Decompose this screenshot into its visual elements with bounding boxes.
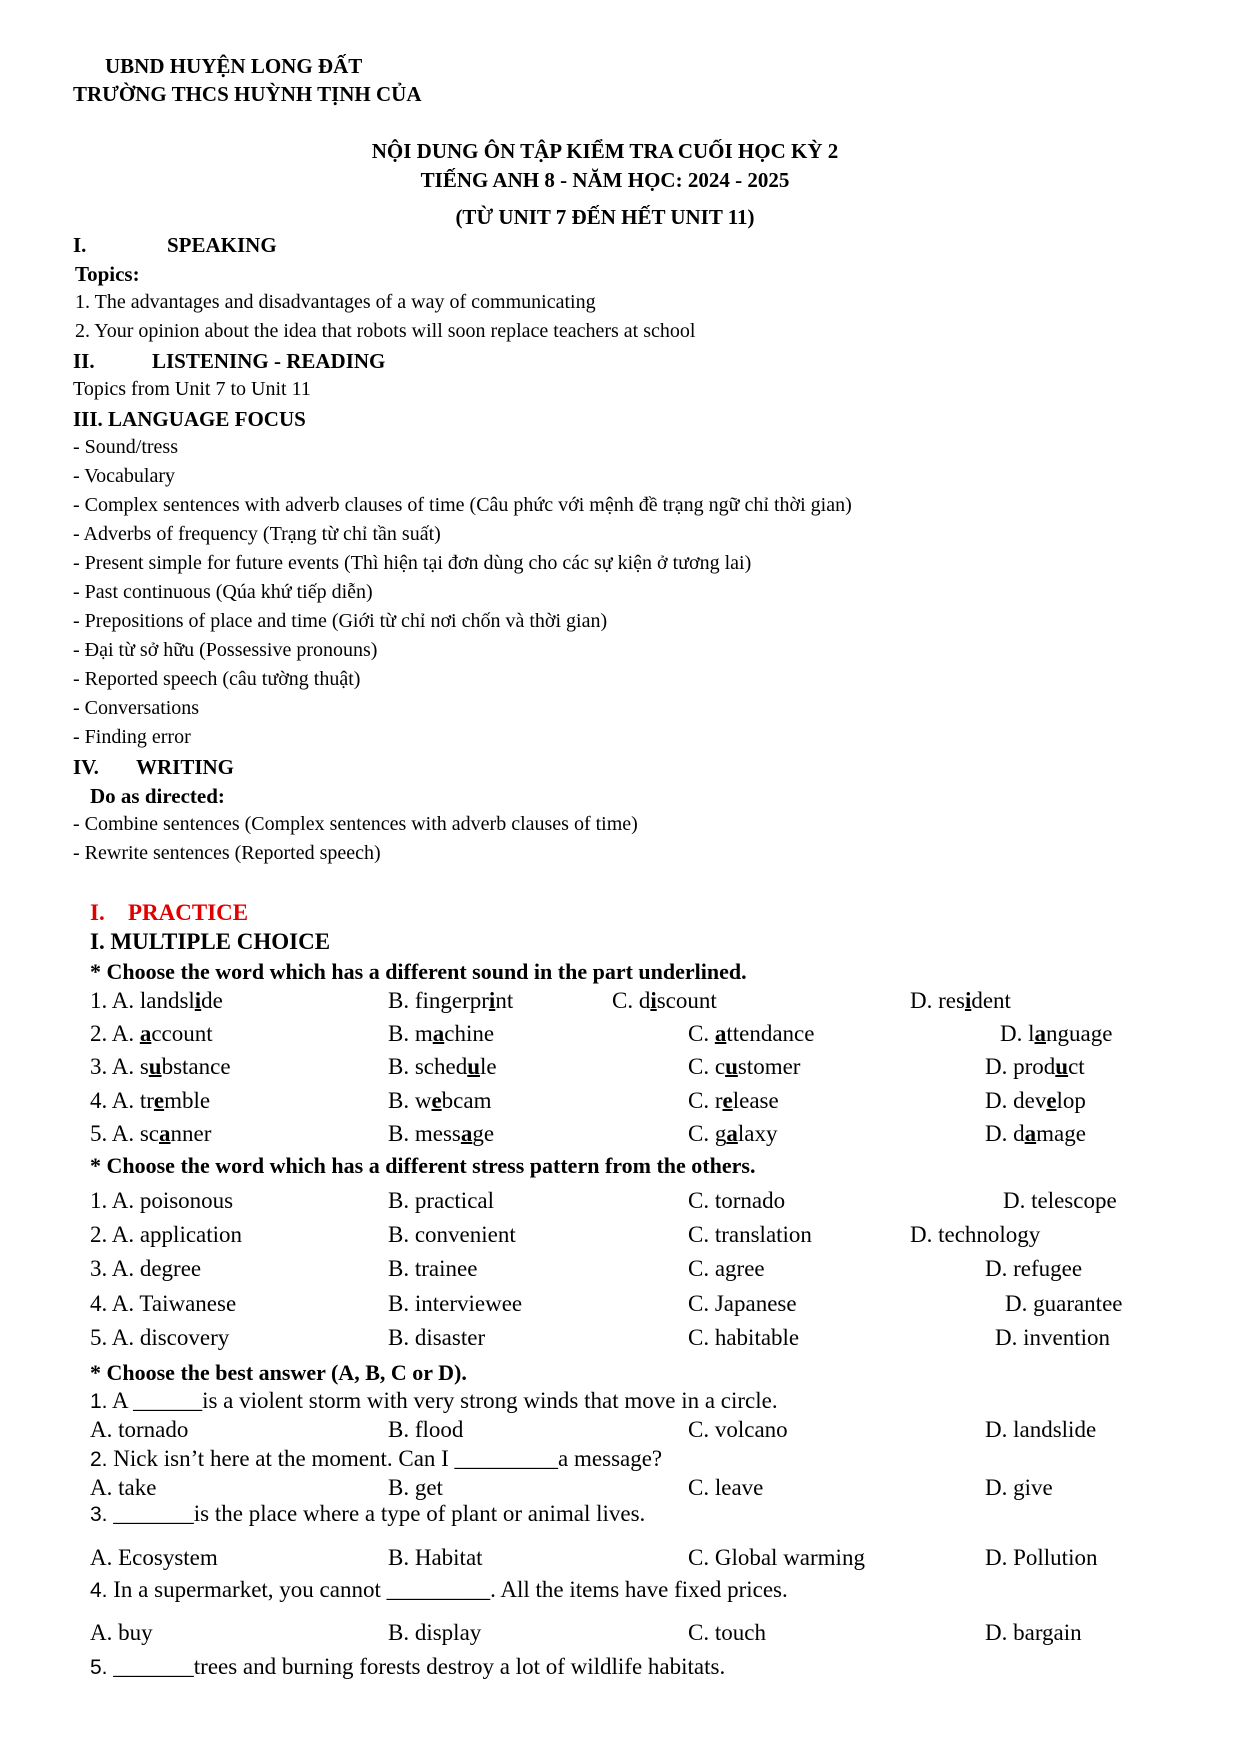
sound-option: D. language: [1000, 1021, 1113, 1046]
question-stem: _______trees and burning forests destroy a lot of wildlife habitats.: [107, 1654, 726, 1679]
answer-option: A. buy: [90, 1620, 153, 1645]
underlined-letter: e: [1046, 1088, 1057, 1113]
stress-option: B. disaster: [388, 1325, 486, 1350]
stress-instruction: * Choose the word which has a different stress pattern from the others.: [90, 1153, 756, 1178]
answer-option: B. Habitat: [388, 1545, 483, 1570]
underlined-letter: a: [432, 1021, 445, 1046]
question-number: 1.: [90, 1390, 108, 1413]
sound-option: 2. A. account: [90, 1021, 213, 1046]
listening-topics: Topics from Unit 7 to Unit 11: [73, 378, 311, 400]
section-speaking-num: I.: [73, 233, 87, 257]
sound-option: B. message: [388, 1121, 495, 1146]
underlined-letter: e: [153, 1088, 165, 1113]
stress-option: B. practical: [388, 1188, 495, 1213]
language-focus-item: - Đại từ sở hữu (Possessive pronouns): [73, 639, 378, 661]
section-writing-num: IV.: [73, 755, 99, 779]
underlined-letter: a: [1024, 1121, 1037, 1146]
question-stem: _______is the place where a type of plant or animal lives.: [107, 1501, 646, 1526]
stress-option: 5. A. discovery: [90, 1325, 230, 1350]
language-focus-item: - Finding error: [73, 726, 191, 748]
sound-instruction: * Choose the word which has a different sound in the part underlined.: [90, 959, 747, 984]
underlined-letter: u: [148, 1054, 162, 1079]
stress-option: C. tornado: [688, 1188, 786, 1213]
sound-option: B. fingerprint: [388, 988, 514, 1013]
stress-option: B. interviewee: [388, 1291, 523, 1316]
underlined-letter: a: [139, 1021, 152, 1046]
section-listening-num: II.: [73, 349, 95, 373]
question-text: [90, 1501, 645, 1527]
answer-option: C. volcano: [688, 1417, 788, 1442]
doc-subtitle: TIẾNG ANH 8 - NĂM HỌC: 2024 - 2025: [420, 168, 790, 192]
language-focus-item: - Complex sentences with adverb clauses of time (Câu phức với mệnh đề trạng ngữ chỉ thời gian): [73, 494, 852, 516]
answer-option: C. touch: [688, 1620, 766, 1645]
doc-scope: (TỪ UNIT 7 ĐẾN HẾT UNIT 11): [455, 205, 755, 229]
stress-option: 1. A. poisonous: [90, 1188, 234, 1213]
question-number: 2.: [90, 1448, 108, 1471]
answer-option: A. tornado: [90, 1417, 189, 1442]
underlined-letter: a: [726, 1121, 738, 1146]
underlined-letter: a: [714, 1021, 727, 1046]
topic-item: 1. The advantages and disadvantages of a way of communicating: [75, 291, 596, 313]
sound-option: 5. A. scanner: [90, 1121, 212, 1146]
answer-option: A. take: [90, 1475, 157, 1500]
language-focus-item: - Present simple for future events (Thì hiện tại đơn dùng cho các sự kiện ở tương lai): [73, 552, 752, 574]
practice-title: PRACTICE: [128, 900, 249, 925]
question-text: [90, 1446, 662, 1472]
underlined-letter: i: [964, 988, 972, 1013]
language-focus-item: - Reported speech (câu tường thuật): [73, 668, 361, 690]
question-stem: A ______is a violent storm with very strong winds that move in a circle.: [107, 1388, 778, 1413]
sound-option: B. schedule: [388, 1054, 497, 1079]
answer-option: D. bargain: [985, 1620, 1082, 1645]
language-focus-item: - Adverbs of frequency (Trạng từ chỉ tần suất): [73, 523, 441, 545]
underlined-letter: u: [467, 1054, 481, 1079]
writing-instruction: Do as directed:: [90, 784, 225, 808]
answer-option: D. give: [985, 1475, 1053, 1500]
question-stem: Nick isn’t here at the moment. Can I _________a message?: [107, 1446, 663, 1471]
doc-title: NỘI DUNG ÔN TẬP KIỂM TRA CUỐI HỌC KỲ 2: [371, 139, 839, 163]
language-focus-item: - Prepositions of place and time (Giới từ chỉ nơi chốn và thời gian): [73, 610, 608, 632]
underlined-letter: i: [194, 988, 202, 1013]
topic-item: 2. Your opinion about the idea that robots will soon replace teachers at school: [75, 320, 696, 342]
question-text: [90, 1577, 788, 1603]
question-text: [90, 1654, 725, 1680]
question-number: 5.: [90, 1656, 108, 1679]
stress-option: C. Japanese: [688, 1291, 797, 1316]
org-name: UBND HUYỆN LONG ĐẤT: [105, 54, 363, 78]
sound-option: D. resident: [910, 988, 1011, 1013]
answer-option: B. get: [388, 1475, 443, 1500]
underlined-letter: a: [460, 1121, 473, 1146]
best-answer-instruction: * Choose the best answer (A, B, C or D).: [90, 1360, 467, 1385]
sound-option: 3. A. substance: [90, 1054, 231, 1079]
sound-option: C. galaxy: [688, 1121, 778, 1146]
underlined-letter: u: [725, 1054, 738, 1079]
question-number: 4.: [90, 1579, 108, 1602]
stress-option: 4. A. Taiwanese: [90, 1291, 237, 1316]
section-language-title: III. LANGUAGE FOCUS: [73, 407, 306, 431]
answer-option: C. Global warming: [688, 1545, 865, 1570]
underlined-letter: e: [722, 1088, 733, 1113]
answer-option: C. leave: [688, 1475, 764, 1500]
stress-option: C. agree: [688, 1256, 765, 1281]
underlined-letter: i: [650, 988, 657, 1013]
writing-item: - Combine sentences (Complex sentences with adverb clauses of time): [73, 813, 638, 835]
sound-option: C. discount: [612, 988, 717, 1013]
topics-label: Topics:: [75, 262, 140, 286]
underlined-letter: i: [488, 988, 496, 1013]
stress-option: D. guarantee: [1005, 1291, 1123, 1316]
question-stem: In a supermarket, you cannot _________. All the items have fixed prices.: [107, 1577, 788, 1602]
stress-option: D. technology: [910, 1222, 1041, 1247]
stress-option: C. habitable: [688, 1325, 800, 1350]
sound-option: D. develop: [985, 1088, 1086, 1113]
language-focus-item: - Sound/tress: [73, 436, 178, 458]
answer-option: B. flood: [388, 1417, 464, 1442]
underlined-letter: a: [1034, 1021, 1046, 1046]
sound-option: C. customer: [688, 1054, 801, 1079]
section-listening-title: LISTENING - READING: [152, 349, 386, 373]
language-focus-item: - Conversations: [73, 697, 200, 719]
underlined-letter: a: [159, 1121, 171, 1146]
question-number: 3.: [90, 1503, 108, 1526]
sound-option: D. damage: [985, 1121, 1086, 1146]
stress-option: D. telescope: [1003, 1188, 1117, 1213]
question-text: [90, 1388, 778, 1414]
stress-option: B. convenient: [388, 1222, 516, 1247]
sound-option: B. webcam: [388, 1088, 492, 1113]
sound-option: C. release: [688, 1088, 779, 1113]
section-writing-title: WRITING: [136, 755, 235, 779]
underlined-letter: e: [431, 1088, 442, 1113]
answer-option: A. Ecosystem: [90, 1545, 218, 1570]
language-focus-item: - Past continuous (Qúa khứ tiếp diễn): [73, 581, 373, 603]
school-name: TRƯỜNG THCS HUỲNH TỊNH CỦA: [73, 82, 422, 106]
sound-option: C. attendance: [688, 1021, 815, 1046]
multiple-choice-title: I. MULTIPLE CHOICE: [90, 929, 331, 954]
stress-option: B. trainee: [388, 1256, 478, 1281]
sound-option: B. machine: [388, 1021, 495, 1046]
stress-option: D. refugee: [985, 1256, 1083, 1281]
practice-num: I.: [90, 900, 105, 925]
section-speaking-title: SPEAKING: [167, 233, 277, 257]
answer-option: D. landslide: [985, 1417, 1097, 1442]
sound-option: 1. A. landslide: [90, 988, 223, 1013]
writing-item: - Rewrite sentences (Reported speech): [73, 842, 381, 864]
answer-option: D. Pollution: [985, 1545, 1098, 1570]
stress-option: D. invention: [995, 1325, 1110, 1350]
language-focus-item: - Vocabulary: [73, 465, 176, 487]
answer-option: B. display: [388, 1620, 482, 1645]
underlined-letter: u: [1055, 1054, 1069, 1079]
stress-option: 3. A. degree: [90, 1256, 202, 1281]
sound-option: 4. A. tremble: [90, 1088, 211, 1113]
stress-option: 2. A. application: [90, 1222, 243, 1247]
stress-option: C. translation: [688, 1222, 812, 1247]
sound-option: D. product: [985, 1054, 1085, 1079]
